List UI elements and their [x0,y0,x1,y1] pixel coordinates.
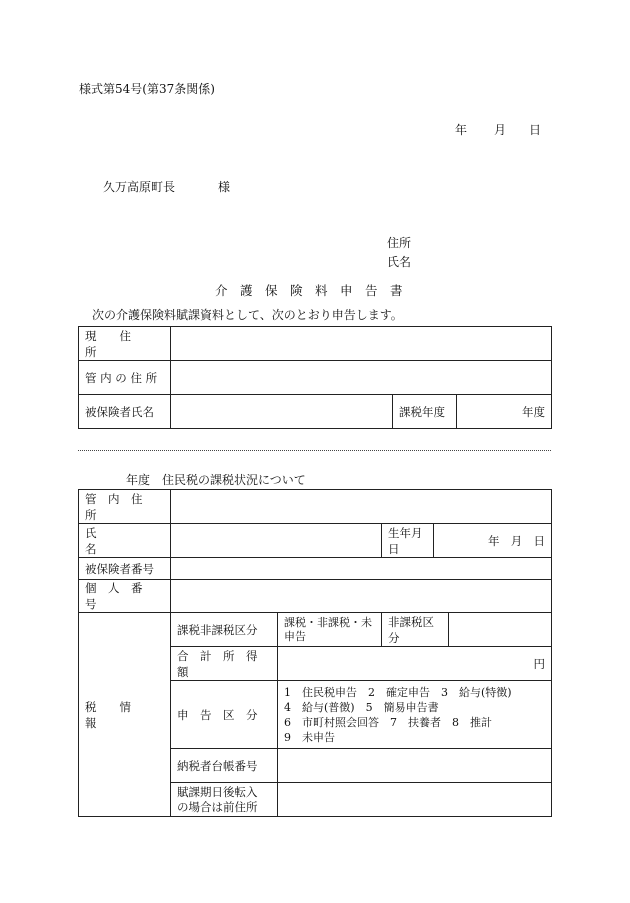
total-income-label: 合 計 所 得 額 [171,647,278,681]
date-year-label: 年 [455,123,468,137]
date-day-label: 日 [529,123,542,137]
current-address-label: 現 住 所 [79,327,171,361]
previous-address-field[interactable] [278,783,552,817]
local-address-label: 管 内 住 所 [79,490,171,524]
declaration-option-line: 4 給与(普徴) 5 簡易申告書 [284,700,439,714]
form-title: 介 護 保 険 料 申 告 書 [215,283,403,298]
birth-date-field[interactable] [434,524,552,558]
insured-number-label: 被保険者番号 [79,558,171,580]
current-address-field[interactable] [171,327,552,361]
addressee-name: 久万高原町長 [103,180,176,194]
non-tax-class-field[interactable] [449,613,552,647]
non-tax-class-label: 非課税区分 [382,613,449,647]
total-income-field[interactable] [278,647,552,681]
local-address-label: 管 内 の 住 所 [79,361,171,395]
tax-year-label: 課税年度 [393,395,457,429]
divider [78,450,551,451]
tax-class-value: 課税・非課税・未申告 [278,613,382,647]
tax-year-suffix: 年度 [522,404,545,419]
taxpayer-ledger-field[interactable] [278,749,552,783]
tax-info-label: 税 情 報 [79,613,171,817]
applicant-table [78,326,552,429]
taxpayer-ledger-label: 納税者台帳番号 [171,749,278,783]
previous-address-label-line1: 賦課期日後転入 [177,784,258,799]
name-field[interactable] [171,524,382,558]
applicant-name-label: 氏名 [387,255,412,269]
form-number: 様式第54号(第37条関係) [79,82,215,96]
insured-name-field[interactable] [171,395,393,429]
table-row [79,327,552,361]
table-row [79,613,552,647]
declaration-option-line: 9 未申告 [284,730,335,744]
birth-year-label: 年 [488,533,500,548]
declaration-options [278,681,552,749]
table-row [79,558,552,580]
intro-text: 次の介護保険料賦課資料として、次のとおり申告します。 [92,308,403,322]
section2-heading: 年度 住民税の課税状況について [126,473,306,487]
tax-year-field[interactable] [457,395,552,429]
table-row [79,490,552,524]
previous-address-label [171,783,278,817]
declaration-option-line: 1 住民税申告 2 確定申告 3 給与(特徴) [284,685,512,699]
insured-number-field[interactable] [171,558,552,580]
name-label: 氏 名 [79,524,171,558]
birth-month-label: 月 [510,533,523,548]
birth-day-label: 日 [533,533,545,548]
personal-number-field[interactable] [171,580,552,613]
table-row [79,395,552,429]
addressee-honorific: 様 [218,180,231,194]
personal-number-label: 個 人 番 号 [79,580,171,613]
date-month-label: 月 [494,123,507,137]
insured-name-label: 被保険者氏名 [79,395,171,429]
table-row [79,524,552,558]
yen-unit: 円 [533,656,545,671]
tax-class-label: 課税非課税区分 [171,613,278,647]
tax-status-table [78,489,552,817]
table-row [79,361,552,395]
local-address-field[interactable] [171,490,552,524]
local-address-field[interactable] [171,361,552,395]
table-row [79,580,552,613]
previous-address-label-line2: の場合は前住所 [177,799,258,814]
declaration-type-label: 申 告 区 分 [171,681,278,749]
declaration-option-line: 6 市町村照会回答 7 扶養者 8 推計 [284,715,492,729]
birth-date-label: 生年月日 [382,524,434,558]
applicant-address-label: 住所 [387,236,412,250]
